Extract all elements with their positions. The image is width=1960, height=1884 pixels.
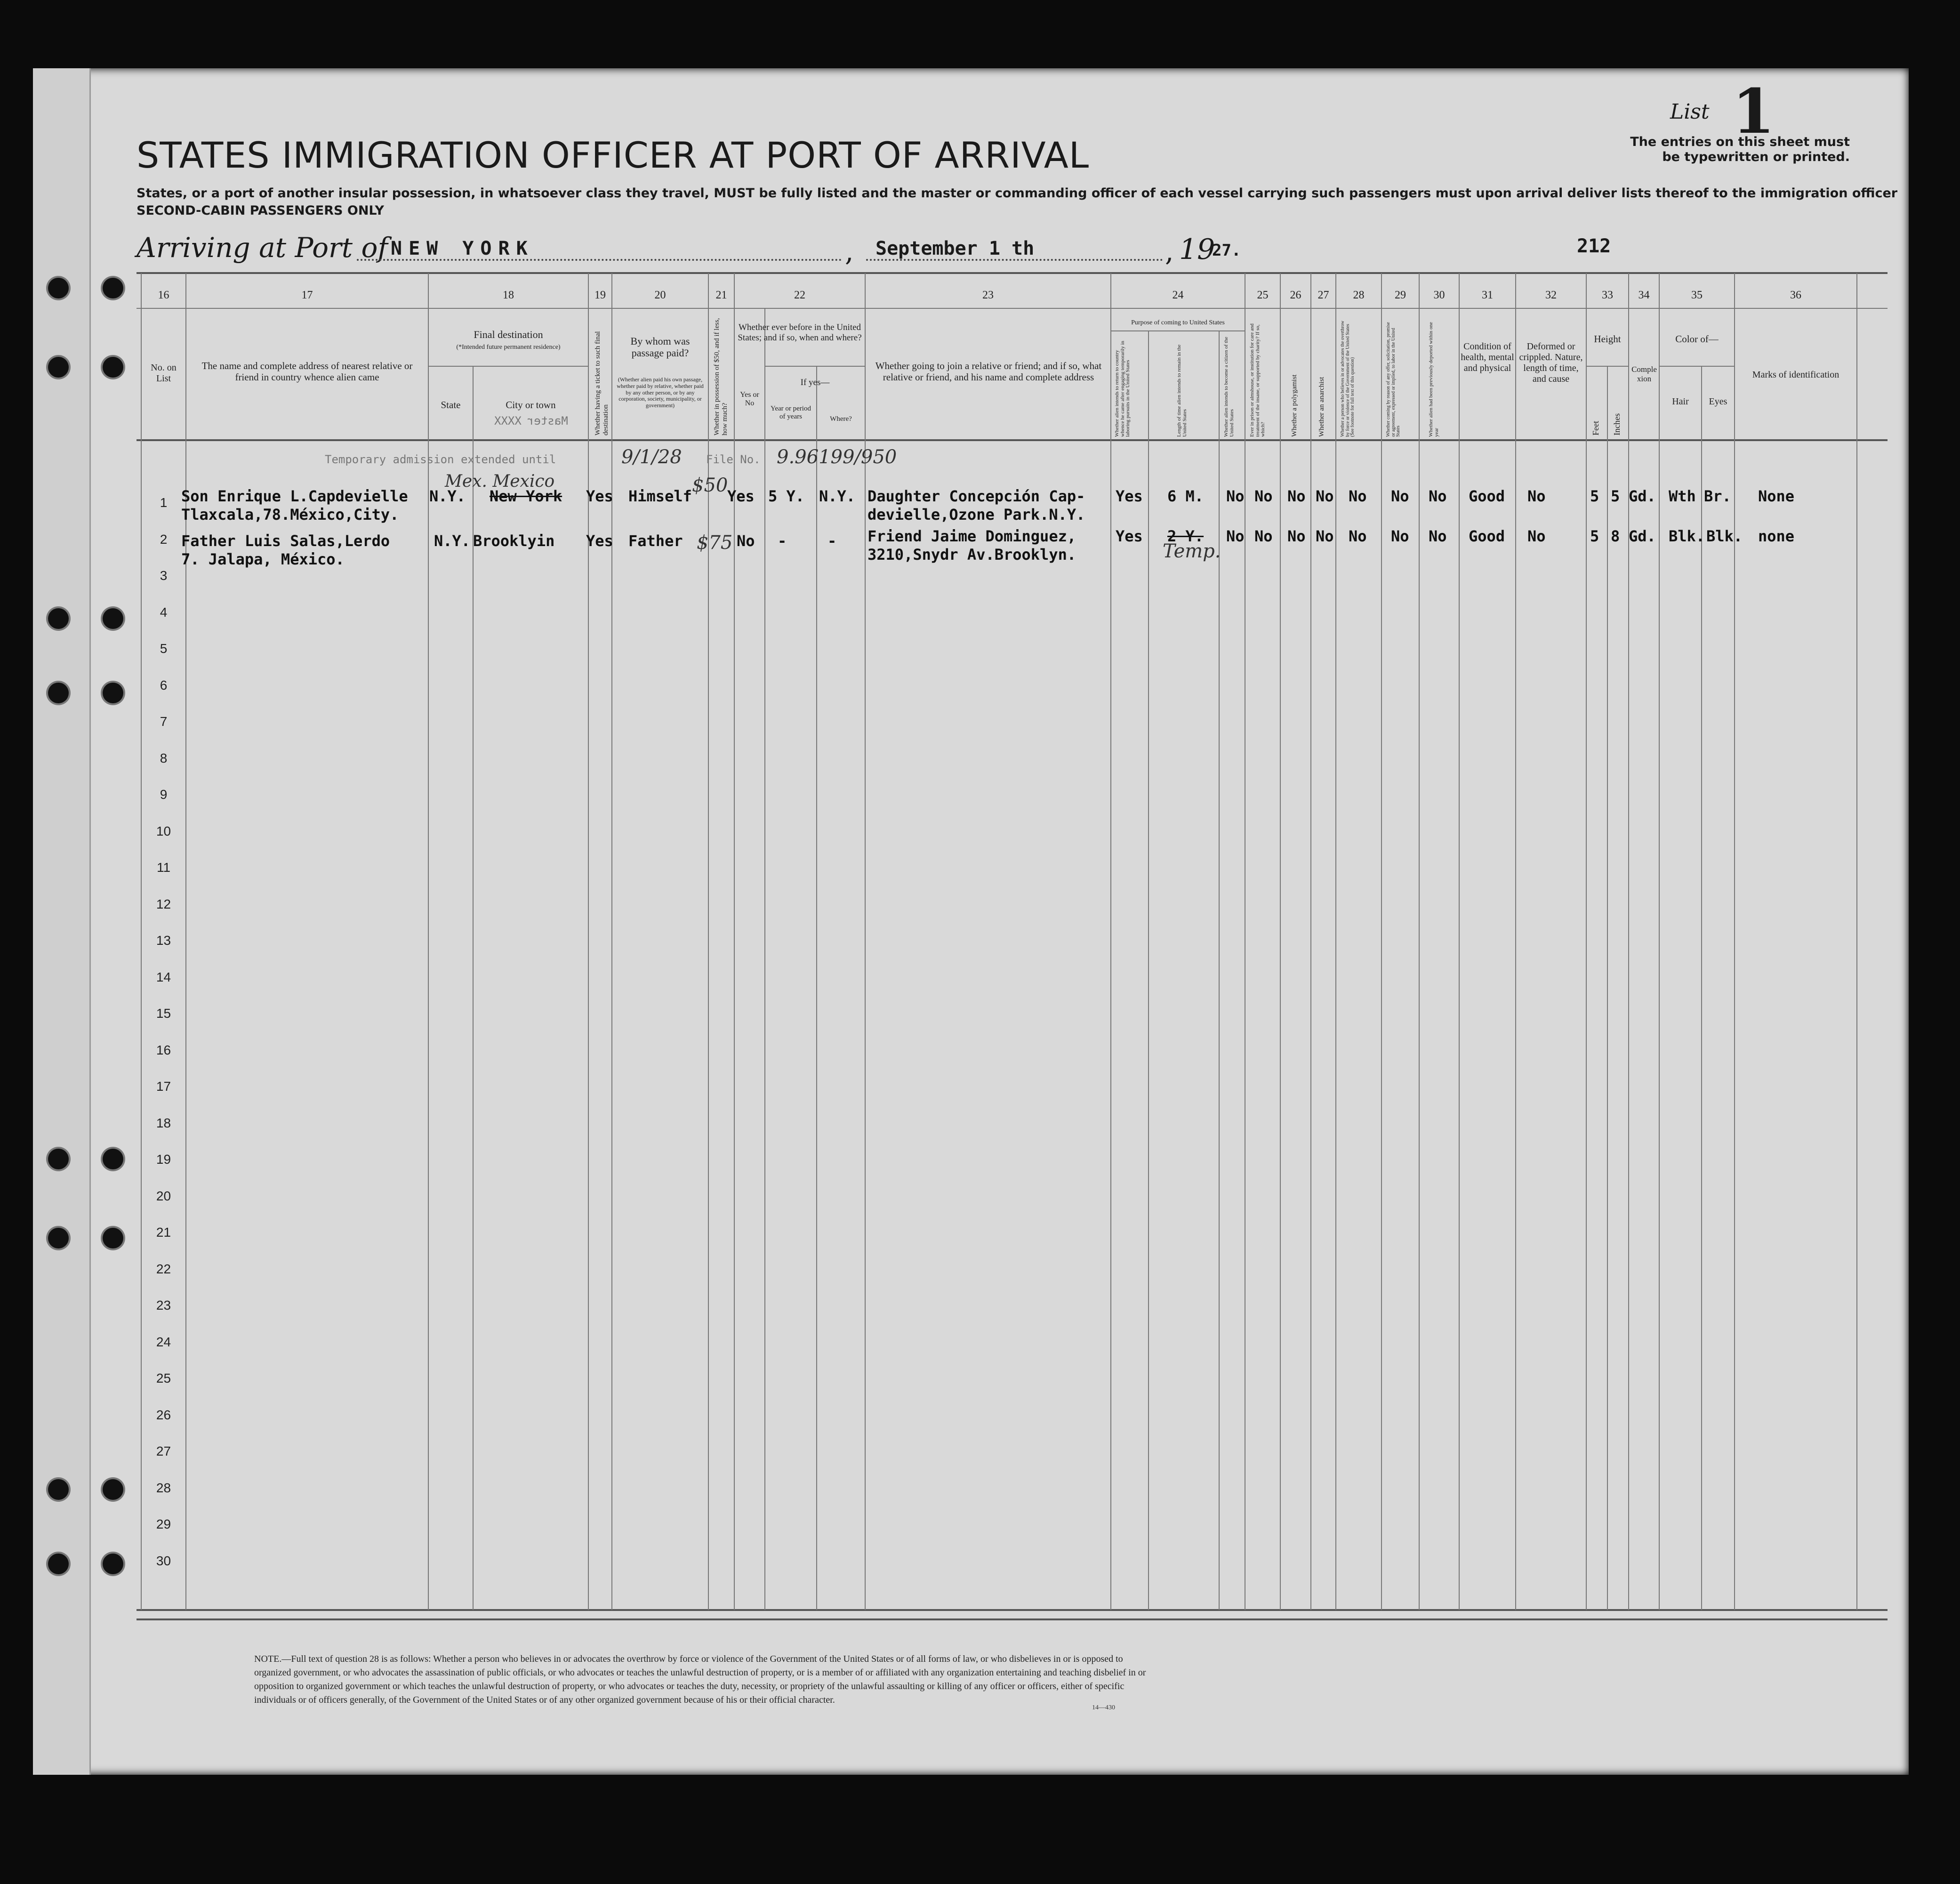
header-before: Whether ever before in the United States; and if so, when and where? <box>738 322 862 343</box>
join-line1: Daughter Concepción Cap- <box>868 487 1085 505</box>
overthrow: No <box>1349 487 1367 505</box>
row-number: 4 <box>160 605 168 620</box>
punch-hole-icon <box>48 278 69 298</box>
punch-hole-icon <box>103 1149 123 1169</box>
header-if-yes: If yes— <box>800 378 830 387</box>
punch-hole-icon <box>103 1479 123 1500</box>
header-prison: Ever in prison or almshouse, or institution for care and treatment of the insane, or supported by charity? If so, which? <box>1249 323 1266 437</box>
instructions-text: States, or a port of another insular possession, in whatsoever class they travel, MUST be fully listed and the master or commanding officer of each vessel carrying such passengers must upon arrival deliver lists thereof to the immigration officer <box>137 186 1898 201</box>
handwritten-purpose-row2: Temp. <box>1163 540 1221 562</box>
header-purpose: Purpose of coming to United States <box>1131 319 1225 326</box>
arrival-date: September 1 th <box>876 238 1035 259</box>
punch-hole-icon <box>103 278 123 298</box>
destination-city: Brooklyin <box>473 532 555 550</box>
header-anarchist: Whether an anarchist <box>1318 377 1325 437</box>
column-number: 33 <box>1602 289 1613 301</box>
header-passage: By whom was passage paid? <box>630 335 690 359</box>
handwritten-file-number: 9.96199/950 <box>777 446 897 468</box>
column-number: 21 <box>715 289 727 301</box>
column-number: 29 <box>1395 289 1406 301</box>
footnote: NOTE.—Full text of question 28 is as follows: Whether a person who believes in or advocates the overthrow by force or violence of the Government of the United States or of all forms of law, or who disbelieves in or is opposed to organized government, or who advocates the assassination of public officials, or who advocates or teaches the unlawful destruction of property, or is a member of or affiliated with any organization entertaining and teaching disbelief in or opposition to organized government or which teaches the unlawful destruction of property, or who advocates or teaches the duty, necessity, or propriety of the unlawful assaulting or killing of any officer or officers, either of specific individuals or of officers generally, of the Government of the United States or of any other organized government because of his or their official character. <box>254 1654 1146 1705</box>
header-where: Where? <box>830 415 852 423</box>
row-number: 7 <box>160 714 168 729</box>
header-polygamist: Whether a polygamist <box>1291 374 1298 437</box>
deformed: No <box>1527 487 1546 505</box>
punch-hole-icon <box>103 357 123 378</box>
column-number: 25 <box>1257 289 1269 301</box>
destination-city: New York <box>490 487 562 505</box>
header-purpose-citizen: Whether alien intends to become a citizen of the United States <box>1223 337 1235 437</box>
destination-state: N.Y. <box>429 487 466 505</box>
header-no-on-list: No. on List <box>151 362 177 384</box>
join-line2: 3210,Snydr Av.Brooklyn. <box>868 546 1076 564</box>
row-number: 16 <box>156 1043 171 1057</box>
header-health: Condition of health, mental and physical <box>1461 341 1514 373</box>
comma-separator: , <box>1165 235 1174 267</box>
complexion: Gd. <box>1629 487 1656 505</box>
row-number: 21 <box>156 1225 171 1240</box>
marks: none <box>1758 527 1795 545</box>
header-join: Whether going to join a relative or friend; and if so, what relative or friend, and his name and complete address <box>875 360 1102 383</box>
purpose-return: Yes <box>1116 487 1143 505</box>
row-number: 30 <box>156 1554 171 1568</box>
health: Good <box>1469 487 1505 505</box>
anarchist: No <box>1316 527 1334 545</box>
row-number: 28 <box>156 1481 171 1495</box>
row-number: 22 <box>156 1262 171 1276</box>
column-number: 22 <box>794 289 805 301</box>
passenger-class-text: SECOND-CABIN PASSENGERS ONLY <box>137 203 384 218</box>
handwritten-money-row1: $50 <box>692 475 728 496</box>
header-city: City or town <box>506 399 556 411</box>
before-period: 5 Y. <box>768 487 805 505</box>
header-purpose-return: Whether alien intends to return to country whence he came after engaging temporarily in laboring pursuits in the United States <box>1114 340 1131 437</box>
header-state: State <box>441 399 461 411</box>
height-inches: 8 <box>1611 527 1620 545</box>
column-number: 26 <box>1290 289 1301 301</box>
punch-hole-icon <box>48 1479 69 1500</box>
height-inches: 5 <box>1611 487 1620 505</box>
column-number: 23 <box>982 289 994 301</box>
punch-hole-icon <box>103 1228 123 1248</box>
manifest-sheet <box>33 68 1909 1775</box>
health: Good <box>1469 527 1505 545</box>
prison: No <box>1254 487 1273 505</box>
punch-hole-icon <box>103 683 123 703</box>
handwritten-state-row1: Mex. Mexico <box>445 472 555 491</box>
destination-state: N.Y. <box>434 532 471 550</box>
header-contract: Whether coming by reason of any offer, solicitation, promise or agreement, expressed or implied, to labor in the United States <box>1386 322 1401 437</box>
punch-hole-icon <box>48 357 69 378</box>
list-number: 1 <box>1732 75 1775 147</box>
punch-hole-icon <box>48 1149 69 1169</box>
handwritten-date-extension: 9/1/28 <box>621 446 682 468</box>
contract: No <box>1391 487 1409 505</box>
header-inches: Inches <box>1612 413 1622 435</box>
port-value: NEW YORK <box>391 238 534 259</box>
join-line1: Friend Jaime Dominguez, <box>868 527 1076 545</box>
row-number: 17 <box>156 1079 171 1094</box>
row-number: 2 <box>160 532 168 547</box>
punch-hole-icon <box>48 683 69 703</box>
punch-hole-icon <box>48 1228 69 1248</box>
handwritten-money-row2: $75 <box>697 532 733 554</box>
column-number: 31 <box>1482 289 1493 301</box>
arriving-label: Arriving at Port of <box>137 232 388 264</box>
header-money: Whether in possession of $50, and if less, how much? <box>713 318 729 435</box>
punch-hole-icon <box>48 1554 69 1574</box>
row-number: 11 <box>156 860 171 875</box>
header-eyes: Eyes <box>1709 396 1727 407</box>
punch-hole-icon <box>103 608 123 629</box>
comma-separator: , <box>845 235 854 267</box>
hair: Blk. <box>1669 527 1705 545</box>
hair: Wth <box>1669 487 1696 505</box>
header-ticket: Whether having a ticket to such final destination <box>594 331 610 435</box>
column-number: 34 <box>1638 289 1650 301</box>
xxxx-text: XXXX <box>494 414 522 427</box>
deported: No <box>1429 487 1447 505</box>
header-final-destination: Final destination <box>474 329 543 340</box>
header-passage-sub: (Whether alien paid his own passage, whether paid by relative, whether paid by any other person, or by any corporation, society, municipality, or government) <box>617 376 704 409</box>
eyes: Blk. <box>1706 527 1743 545</box>
punch-hole-icon <box>103 1554 123 1574</box>
header-purpose-length: Length of time alien intends to remain in the United States <box>1176 344 1188 437</box>
complexion: Gd. <box>1629 527 1656 545</box>
eyes: Br. <box>1704 487 1731 505</box>
polygamist: No <box>1287 527 1306 545</box>
header-complexion: Complexion <box>1631 365 1657 383</box>
column-number: 30 <box>1433 289 1445 301</box>
header-relative: The name and complete address of nearest relative or friend in country whence alien came <box>201 360 413 383</box>
row-number: 13 <box>156 933 171 948</box>
column-number: 16 <box>158 289 169 301</box>
row-number: 14 <box>156 970 171 984</box>
anarchist: No <box>1316 487 1334 505</box>
row-number: 19 <box>156 1152 171 1167</box>
row-number: 20 <box>156 1189 171 1203</box>
row-number: 1 <box>160 495 168 510</box>
header-hair: Hair <box>1672 396 1689 407</box>
join-line2: devielle,Ozone Park.N.Y. <box>868 506 1085 523</box>
column-number: 18 <box>503 289 514 301</box>
height-feet: 5 <box>1590 487 1599 505</box>
column-number: 36 <box>1790 289 1801 301</box>
relative-line2: 7. Jalapa, México. <box>181 550 345 568</box>
row-number: 26 <box>156 1408 171 1422</box>
header-overthrow: Whether a person who believes in or advocates the overthrow by force or violence of the Government of the United States (See footnote for full text of this question) <box>1340 321 1355 437</box>
header-marks: Marks of identification <box>1752 370 1840 380</box>
entries-note: The entries on this sheet must be typewritten or printed. <box>1630 135 1850 165</box>
list-label: List <box>1670 100 1710 124</box>
master-text: Master <box>527 414 568 427</box>
passage-paid-by: Father <box>628 532 683 550</box>
before-where: - <box>827 532 837 550</box>
before-where: N.Y. <box>819 487 856 505</box>
contract: No <box>1391 527 1409 545</box>
column-number: 24 <box>1172 289 1184 301</box>
column-number: 20 <box>654 289 666 301</box>
row-number: 29 <box>156 1517 171 1531</box>
row-number: 24 <box>156 1335 171 1349</box>
row-number: 6 <box>160 678 168 692</box>
row-number: 10 <box>156 824 171 838</box>
page-number: 212 <box>1577 235 1611 257</box>
column-number: 17 <box>301 289 313 301</box>
before-period: - <box>778 532 787 550</box>
row-number: 9 <box>160 787 168 802</box>
column-number: 27 <box>1317 289 1329 301</box>
row-number: 5 <box>160 641 168 656</box>
row-number: 27 <box>156 1444 171 1458</box>
row-number: 15 <box>156 1006 171 1021</box>
header-yes-no: Yes or No <box>740 391 759 408</box>
citizen: No <box>1226 527 1245 545</box>
punch-hole-icon <box>48 608 69 629</box>
length-of-stay: 2 Y. <box>1167 527 1204 545</box>
row-number: 3 <box>160 568 168 583</box>
ticket: Yes <box>586 487 613 505</box>
header-final-destination-sub: (*Intended future permanent residence) <box>456 344 561 351</box>
header-deformed: Deformed or crippled. Nature, length of time, and cause <box>1519 341 1583 384</box>
column-number: 19 <box>594 289 606 301</box>
year-suffix: 27. <box>1212 241 1241 260</box>
passage-paid-by: Himself <box>628 487 692 505</box>
header-color-of: Color of— <box>1675 333 1719 345</box>
length-of-stay: 6 M. <box>1167 487 1204 505</box>
relative-line2: Tlaxcala,78.México,City. <box>181 506 399 523</box>
overthrow: No <box>1349 527 1367 545</box>
column-number: 35 <box>1691 289 1703 301</box>
deformed: No <box>1527 527 1546 545</box>
money: No <box>737 532 755 550</box>
binding-strip <box>33 68 91 1775</box>
row-number: 25 <box>156 1371 171 1385</box>
prison: No <box>1254 527 1273 545</box>
purpose-return: Yes <box>1116 527 1143 545</box>
column-number: 32 <box>1545 289 1557 301</box>
row-number: 23 <box>156 1298 171 1312</box>
header-height: Height <box>1594 333 1621 345</box>
year-prefix: 19 <box>1179 233 1215 266</box>
money: Yes <box>727 487 755 505</box>
row-number: 18 <box>156 1116 171 1130</box>
row-number: 8 <box>160 751 168 765</box>
header-feet: Feet <box>1591 421 1600 435</box>
row-number: 12 <box>156 897 171 911</box>
relative-line1: Father Luis Salas,Lerdo <box>181 532 390 550</box>
file-no-label: File No. <box>706 453 761 466</box>
marks: None <box>1758 487 1795 505</box>
relative-line1: Son Enrique L.Capdevielle <box>181 487 408 505</box>
height-feet: 5 <box>1590 527 1599 545</box>
temporary-admission-note: Temporary admission extended until <box>325 453 556 466</box>
citizen: No <box>1226 487 1245 505</box>
header-deported: Whether alien had been previously deported within one year <box>1428 322 1439 437</box>
deported: No <box>1429 527 1447 545</box>
polygamist: No <box>1287 487 1306 505</box>
page-title: STATES IMMIGRATION OFFICER AT PORT OF ARRIVAL <box>137 134 1090 176</box>
header-year-period: Year or period of years <box>771 405 811 421</box>
form-number: 14—430 <box>1092 1704 1115 1711</box>
column-number: 28 <box>1353 289 1365 301</box>
ticket: Yes <box>586 532 613 550</box>
